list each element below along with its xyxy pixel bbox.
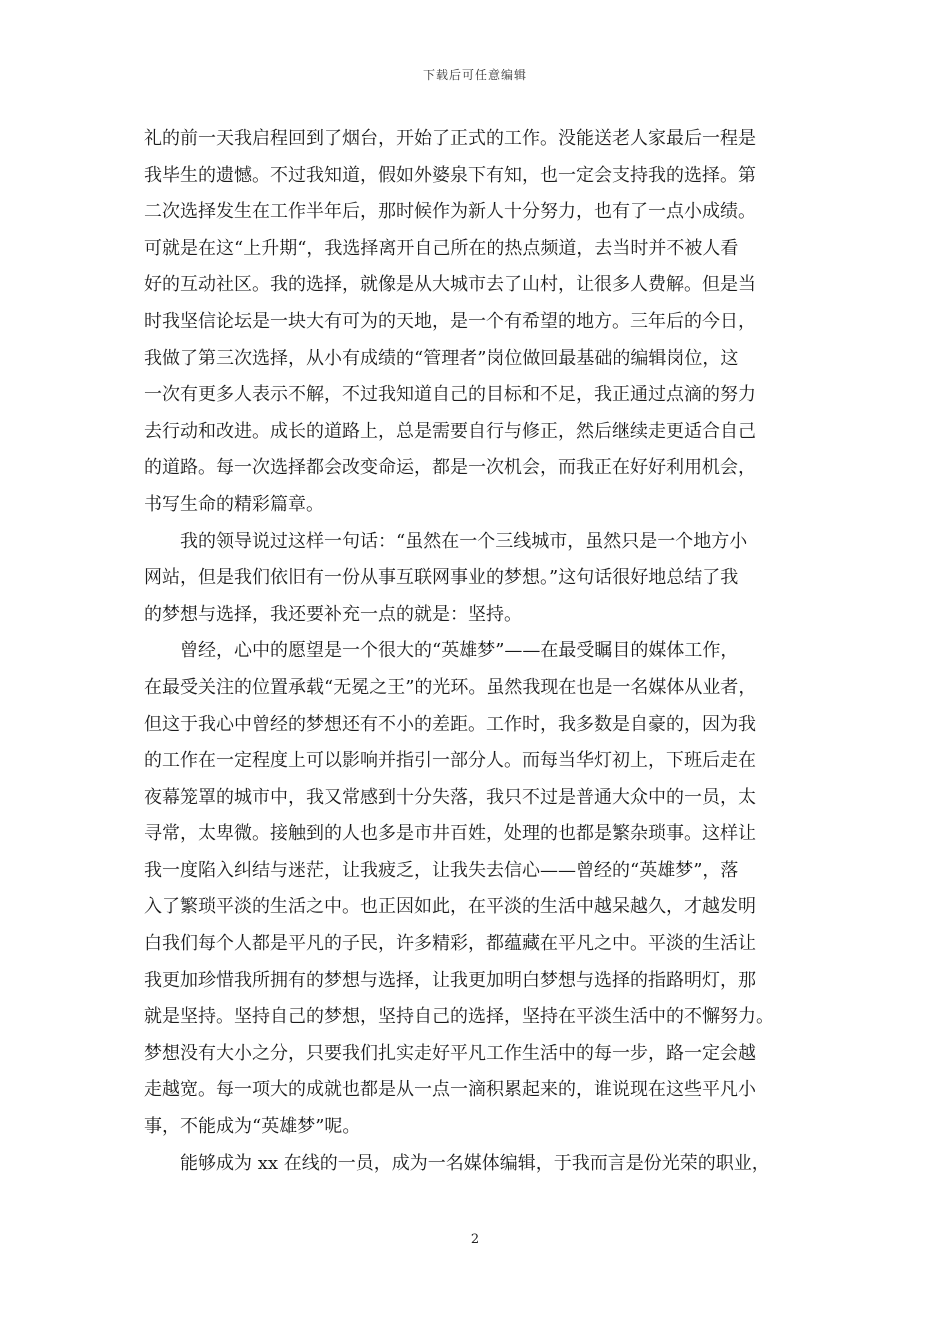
text-line: 曾经，心中的愿望是一个很大的“英雄梦”——在最受瞩目的媒体工作， (144, 640, 739, 662)
text-line: 去行动和改进。成长的道路上，总是需要自行与修正，然后继续走更适合自己 (144, 420, 756, 442)
text-line: 的工作在一定程度上可以影响并指引一部分人。而每当华灯初上，下班后走在 (144, 750, 756, 772)
page-header: 下载后可任意编辑 (422, 68, 527, 82)
text-line: 的梦想与选择，我还要补充一点的就是：坚持。 (144, 603, 522, 625)
text-line: 二次选择发生在工作半年后，那时候作为新人十分努力，也有了一点小成绩。 (144, 201, 756, 223)
text-line: 时我坚信论坛是一块大有可为的天地，是一个有希望的地方。三年后的今日， (144, 310, 756, 332)
text-line: 在最受关注的位置承载“无冕之王”的光环。虽然我现在也是一名媒体从业者， (144, 676, 757, 698)
document-body (144, 121, 808, 1182)
text-line: 的道路。每一次选择都会改变命运，都是一次机会，而我正在好好利用机会， (144, 457, 756, 479)
text-line: 我一度陷入纠结与迷茫，让我疲乏，让我失去信心——曾经的“英雄梦”，落 (144, 859, 739, 881)
text-line: 能够成为 xx 在线的一员，成为一名媒体编辑，于我而言是份光荣的职业， (144, 1152, 770, 1174)
text-line: 但这于我心中曾经的梦想还有不小的差距。工作时，我多数是自豪的，因为我 (144, 713, 756, 735)
text-line: 我更加珍惜我所拥有的梦想与选择，让我更加明白梦想与选择的指路明灯，那 (144, 969, 756, 991)
text-line: 书写生命的精彩篇章。 (144, 493, 324, 515)
text-line: 白我们每个人都是平凡的子民，许多精彩，都蕴藏在平凡之中。平淡的生活让 (144, 933, 756, 955)
text-line: 梦想没有大小之分，只要我们扎实走好平凡工作生活中的每一步，路一定会越 (144, 1042, 756, 1064)
text-line: 网站，但是我们依旧有一份从事互联网事业的梦想。”这句话很好地总结了我 (144, 567, 739, 589)
text-line: 礼的前一天我启程回到了烟台，开始了正式的工作。没能送老人家最后一程是 (144, 128, 756, 149)
text-line: 好的互动社区。我的选择，就像是从大城市去了山村，让很多人费解。但是当 (144, 274, 756, 296)
text-line: 我做了第三次选择，从小有成绩的“管理者”岗位做回最基础的编辑岗位，这 (144, 347, 739, 369)
text-line: 入了繁琐平淡的生活之中。也正因如此，在平淡的生活中越呆越久，才越发明 (144, 896, 756, 918)
text-line: 夜幕笼罩的城市中，我又常感到十分失落，我只不过是普通大众中的一员，太 (144, 786, 756, 808)
text-line: 走越宽。每一项大的成就也都是从一点一滴积累起来的，谁说现在这些平凡小 (144, 1079, 756, 1101)
text-line: 寻常，太卑微。接触到的人也多是市井百姓，处理的也都是繁杂琐事。这样让 (144, 823, 756, 845)
text-line: 可就是在这“上升期“，我选择离开自己所在的热点频道，去当时并不被人看 (144, 237, 739, 259)
page-number: 2 (470, 1232, 480, 1247)
text-line: 我的领导说过这样一句话：“虽然在一个三线城市，虽然只是一个地方小 (144, 530, 748, 552)
text-line: 事，不能成为“英雄梦”呢。 (144, 1116, 361, 1138)
text-line: 我毕生的遗憾。不过我知道，假如外婆泉下有知，也一定会支持我的选择。第 (144, 164, 756, 186)
text-line: 一次有更多人表示不解，不过我知道自己的目标和不足，我正通过点滴的努力 (144, 384, 756, 406)
text-line: 就是坚持。坚持自己的梦想，坚持自己的选择，坚持在平淡生活中的不懈努力。 (144, 1006, 774, 1028)
